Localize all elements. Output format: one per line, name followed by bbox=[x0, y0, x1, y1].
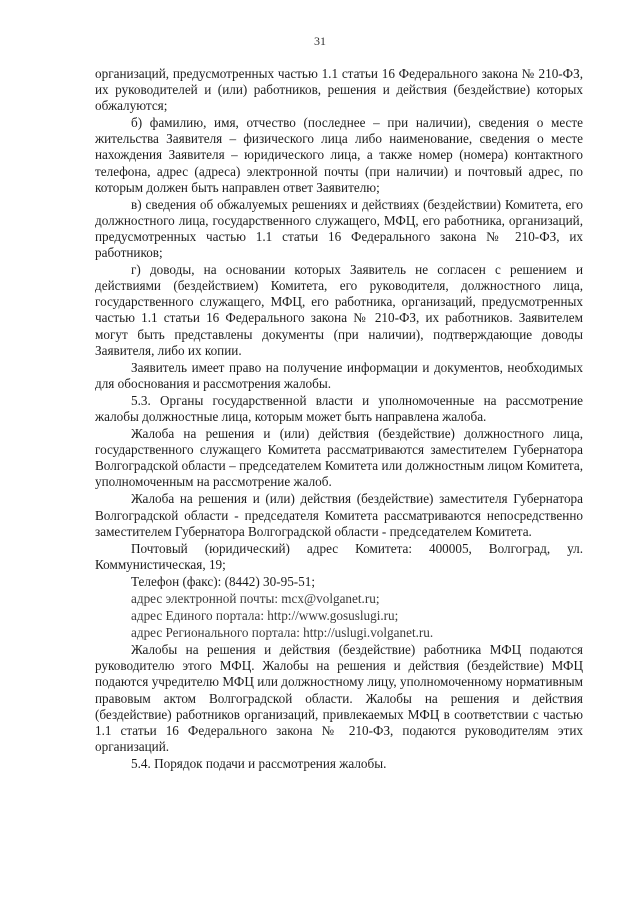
paragraph-organizations: организаций, предусмотренных частью 1.1 статьи 16 Федерального закона № 210-ФЗ, их руководителей и (или) работников, решения и действия (бездействие) которых обжалуются; bbox=[95, 66, 583, 114]
paragraph-5-4-heading: 5.4. Порядок подачи и рассмотрения жалобы. bbox=[131, 755, 387, 771]
paragraph-postal-address: Почтовый (юридический) адрес Комитета: 400005, Волгоград, ул. Коммунистическая, 19; bbox=[95, 540, 583, 572]
paragraph-mfc-complaints: Жалобы на решения и действия (бездействие) работника МФЦ подаются руководителю этого МФЦ. Жалобы на решения и действия (бездействие) МФЦ подаются учредителю МФЦ или должностному лицу, уполномоченному нормативным правовым актом Волгоградской области. Жалобы на решения и действия (бездействие) работников организаций, привлекаемых МФЦ в соответствии с частью 1.1 статьи 16 Федерального закона № 210-ФЗ, подаются руководителям этих организаций. bbox=[95, 642, 583, 754]
paragraph-g-arguments: г) доводы, на основании которых Заявитель не согласен с решением и действиями (бездействием) Комитета, его руководителя, должностного лица, государственного служащего, МФЦ, его работника, организаций, предусмотренных частью 1.1 статьи 16 Федерального закона № 210-ФЗ, их работников. Заявителем могут быть представлены документы (при наличии), подтверждающие доводы Заявителя, либо их копии. bbox=[95, 262, 583, 358]
paragraph-5-3-heading: 5.3. Органы государственной власти и уполномоченные на рассмотрение жалобы должностные лица, которым может быть направлена жалоба. bbox=[95, 392, 583, 424]
paragraph-b-applicant-details: б) фамилию, имя, отчество (последнее – при наличии), сведения о месте жительства Заявителя – физического лица либо наименование, сведения о месте нахождения Заявителя – юридического лица, а также номер (номера) контактного телефона, адрес (адреса) электронной почты (при наличии) и почтовый адрес, по которым должен быть направлен ответ Заявителю; bbox=[95, 115, 583, 195]
paragraph-phone: Телефон (факс): (8442) 30-95-51; bbox=[131, 573, 316, 589]
paragraph-unified-portal: адрес Единого портала: http://www.gosuslugi.ru; bbox=[131, 608, 399, 624]
page-number: 31 bbox=[314, 34, 326, 48]
paragraph-email: адрес электронной почты: mcx@volganet.ru; bbox=[131, 591, 380, 606]
paragraph-complaint-deputy-governor: Жалоба на решения и (или) действия (бездействие) заместителя Губернатора Волгоградской области - председателя Комитета рассматриваются непосредственно заместителем Губернатора Волгоградской области - председателем Комитета. bbox=[95, 491, 583, 539]
paragraph-right-to-information: Заявитель имеет право на получение информации и документов, необходимых для обоснования и рассмотрения жалобы. bbox=[95, 359, 583, 391]
paragraph-v-appealed-decisions: в) сведения об обжалуемых решениях и действиях (бездействии) Комитета, его должностного лица, государственного служащего, МФЦ, его работника, организаций, предусмотренных частью 1.1 статьи 16 Федерального закона № 210-ФЗ, их работников; bbox=[95, 196, 583, 261]
paragraph-regional-portal: адрес Регионального портала: http://uslugi.volganet.ru. bbox=[131, 625, 434, 641]
paragraph-complaint-officials: Жалоба на решения и (или) действия (бездействие) должностного лица, государственного служащего Комитета рассматриваются заместителем Губернатора Волгоградской области – председателем Комитета или должностным лицом Комитета, уполномоченным на рассмотрение жалоб. bbox=[95, 426, 583, 490]
document-body bbox=[95, 66, 583, 773]
